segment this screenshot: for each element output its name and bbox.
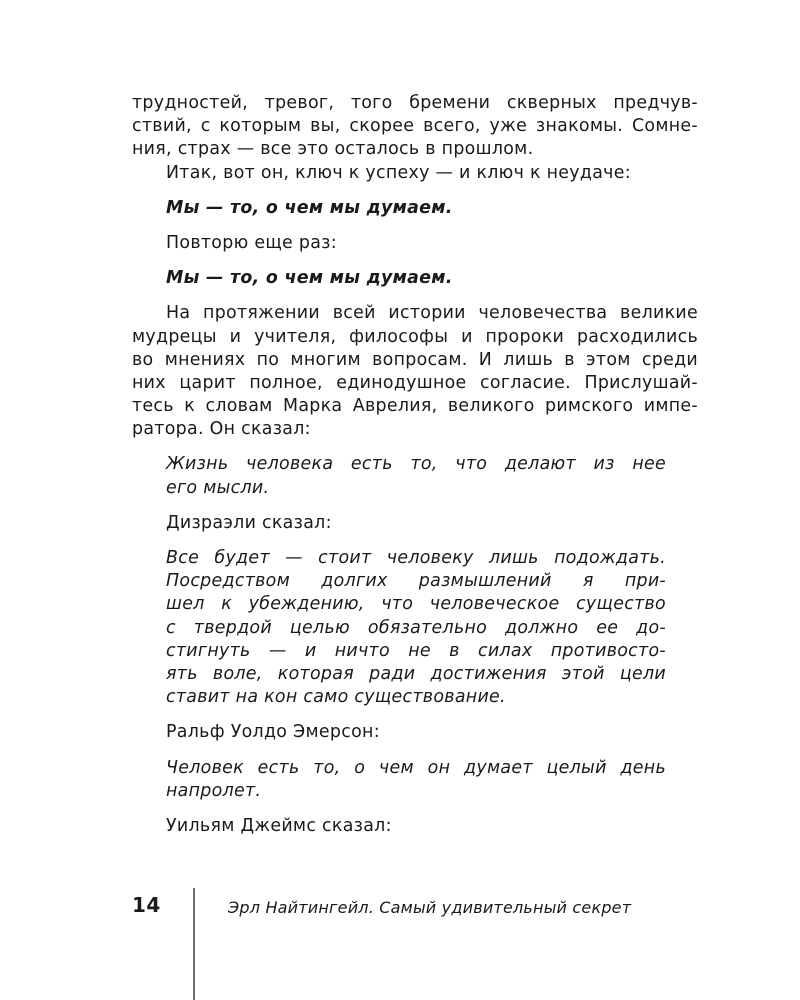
text-line: Мы — то, о чем мы думаем. xyxy=(166,268,453,289)
paragraph-emerson xyxy=(132,721,698,744)
paragraph-key xyxy=(132,162,698,185)
text-line: его мысли. xyxy=(166,477,270,498)
text-line: во мнениях по многим вопросам. И лишь в этом среди xyxy=(132,349,698,370)
text-line: стигнуть — и ничто не в силах противосто- xyxy=(166,640,666,661)
quote-emerson xyxy=(132,757,698,803)
text-line: трудностей, тревог, того бремени скверных предчув- xyxy=(132,93,698,113)
quote-we-are-what-we-think-1 xyxy=(132,197,698,220)
text-line: ратора. Он сказал: xyxy=(132,419,311,440)
text-line: ять воле, которая ради достижения этой цели xyxy=(166,663,666,684)
text-line: Мы — то, о чем мы думаем. xyxy=(166,197,453,218)
paragraph-continuation xyxy=(132,92,698,162)
paragraph-repeat xyxy=(132,232,698,255)
text-line: тесь к словам Марка Аврелия, великого римского импе- xyxy=(132,396,698,417)
text-line: На протяжении всей истории человечества великие xyxy=(166,303,698,324)
text-line: Дизраэли сказал: xyxy=(166,512,332,533)
text-line: ния, страх — все это осталось в прошлом. xyxy=(132,139,534,160)
text-line: Повторю еще раз: xyxy=(166,232,337,253)
text-line: Посредством долгих размышлений я при- xyxy=(166,571,666,592)
paragraph-james xyxy=(132,815,698,838)
text-line: ставит на кон само существование. xyxy=(166,687,506,708)
footer-divider xyxy=(193,888,195,1000)
text-line: мудрецы и учителя, философы и пророки расходились xyxy=(132,326,698,347)
quote-disraeli xyxy=(132,547,698,709)
text-line: шел к убеждению, что человеческое существо xyxy=(166,594,666,615)
quote-we-are-what-we-think-2 xyxy=(132,267,698,290)
paragraph-disraeli xyxy=(132,512,698,535)
quote-marcus-aurelius xyxy=(132,453,698,499)
text-line: напролет. xyxy=(166,780,262,801)
text-line: с твердой целью обязательно должно ее до- xyxy=(166,617,666,638)
page-body xyxy=(132,92,698,838)
text-line: Человек есть то, о чем он думает целый день xyxy=(166,757,666,778)
running-footer-title: Эрл Найтингейл. Самый удивительный секрет xyxy=(228,898,632,917)
page-number: 14 xyxy=(132,893,161,917)
text-line: Итак, вот он, ключ к успеху — и ключ к неудаче: xyxy=(166,162,631,183)
paragraph-history xyxy=(132,302,698,441)
text-line: Все будет — стоит человеку лишь подождать. xyxy=(166,548,666,568)
text-line: них царит полное, единодушное согласие. Прислушай- xyxy=(132,372,698,393)
text-line: Уильям Джеймс сказал: xyxy=(166,815,392,836)
text-line: Жизнь человека есть то, что делают из нее xyxy=(166,454,666,475)
text-line: ствий, с которым вы, скорее всего, уже знакомы. Сомне- xyxy=(132,116,698,137)
text-line: Ральф Уолдо Эмерсон: xyxy=(166,722,380,743)
